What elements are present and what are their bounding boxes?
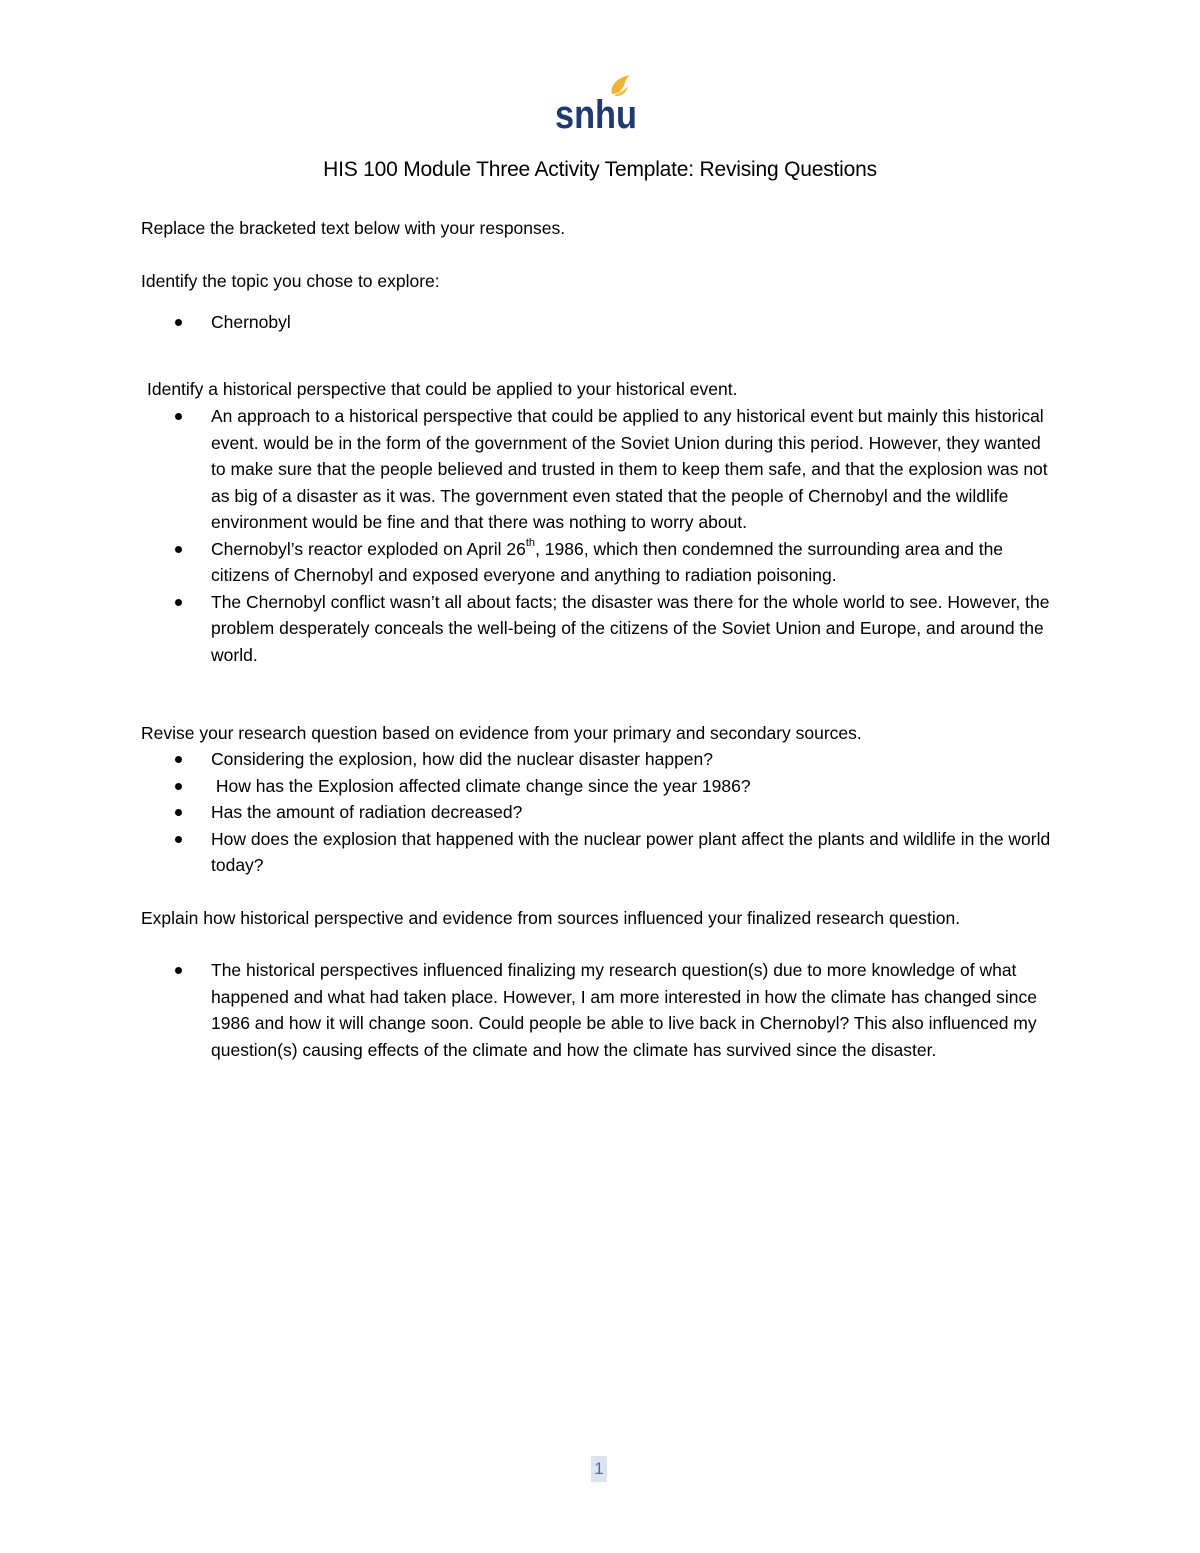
revise-prompt: Revise your research question based on evidence from your primary and secondary sources. (141, 723, 862, 743)
bullet-icon (175, 836, 182, 843)
list-item: How has the Explosion affected climate change since the year 1986? (141, 773, 1056, 800)
topic-list (141, 309, 1056, 336)
instructions-text: Replace the bracketed text below with your responses. (141, 218, 566, 238)
list-item: Considering the explosion, how did the nuclear disaster happen? (141, 746, 1056, 773)
topic-prompt: Identify the topic you chose to explore: (141, 271, 440, 291)
bullet-icon (175, 756, 182, 763)
list-item: The Chernobyl conflict wasn’t all about facts; the disaster was there for the whole world to see. However, the problem desperately conceals the well-being of the citizens of the Soviet Union and Europe, and around the world. (141, 589, 1056, 669)
bullet-icon (175, 546, 182, 553)
bullet-icon (175, 809, 182, 816)
explain-prompt: Explain how historical perspective and evidence from sources influenced your finalized research question. (141, 908, 961, 928)
list-item: An approach to a historical perspective that could be applied to any historical event but mainly this historical event. would be in the form of the government of the Soviet Union during this period. However, they wanted to make sure that the people believed and trusted in them to keep them safe, and that the explosion was not as big of a disaster as it was. The government even stated that the people of Chernobyl and the wildlife environment would be fine and that there was nothing to worry about. (141, 403, 1056, 536)
list-item: Chernobyl (141, 309, 1056, 336)
page-number: 1 (591, 1456, 607, 1482)
list-item: The historical perspectives influenced finalizing my research question(s) due to more knowledge of what happened and what had taken place. However, I am more interested in how the climate has changed since 1986 and how it will change soon. Could people be able to live back in Chernobyl? This also influenced my question(s) causing effects of the climate and how the climate has survived since the disaster. (141, 957, 1056, 1063)
list-item: Chernobyl’s reactor exploded on April 26th, 1986, which then condemned the surrounding area and the citizens of Chernobyl and exposed everyone and anything to radiation poisoning. (141, 536, 1056, 589)
bullet-icon (175, 967, 182, 974)
bullet-icon (175, 783, 182, 790)
revise-list (141, 746, 1056, 879)
list-item: How does the explosion that happened with the nuclear power plant affect the plants and wildlife in the world today? (141, 826, 1056, 879)
explain-list (141, 957, 1056, 1063)
bullet-icon (175, 319, 182, 326)
perspective-prompt: Identify a historical perspective that could be applied to your historical event. (147, 379, 738, 399)
list-item: Has the amount of radiation decreased? (141, 799, 1056, 826)
snhu-logo (554, 72, 640, 137)
bullet-icon (175, 413, 182, 420)
bullet-icon (175, 599, 182, 606)
document-title: HIS 100 Module Three Activity Template: Revising Questions (323, 158, 877, 181)
ordinal-superscript: th (525, 536, 536, 549)
perspective-list (141, 403, 1056, 668)
svg-text:snhu: snhu (555, 93, 637, 137)
